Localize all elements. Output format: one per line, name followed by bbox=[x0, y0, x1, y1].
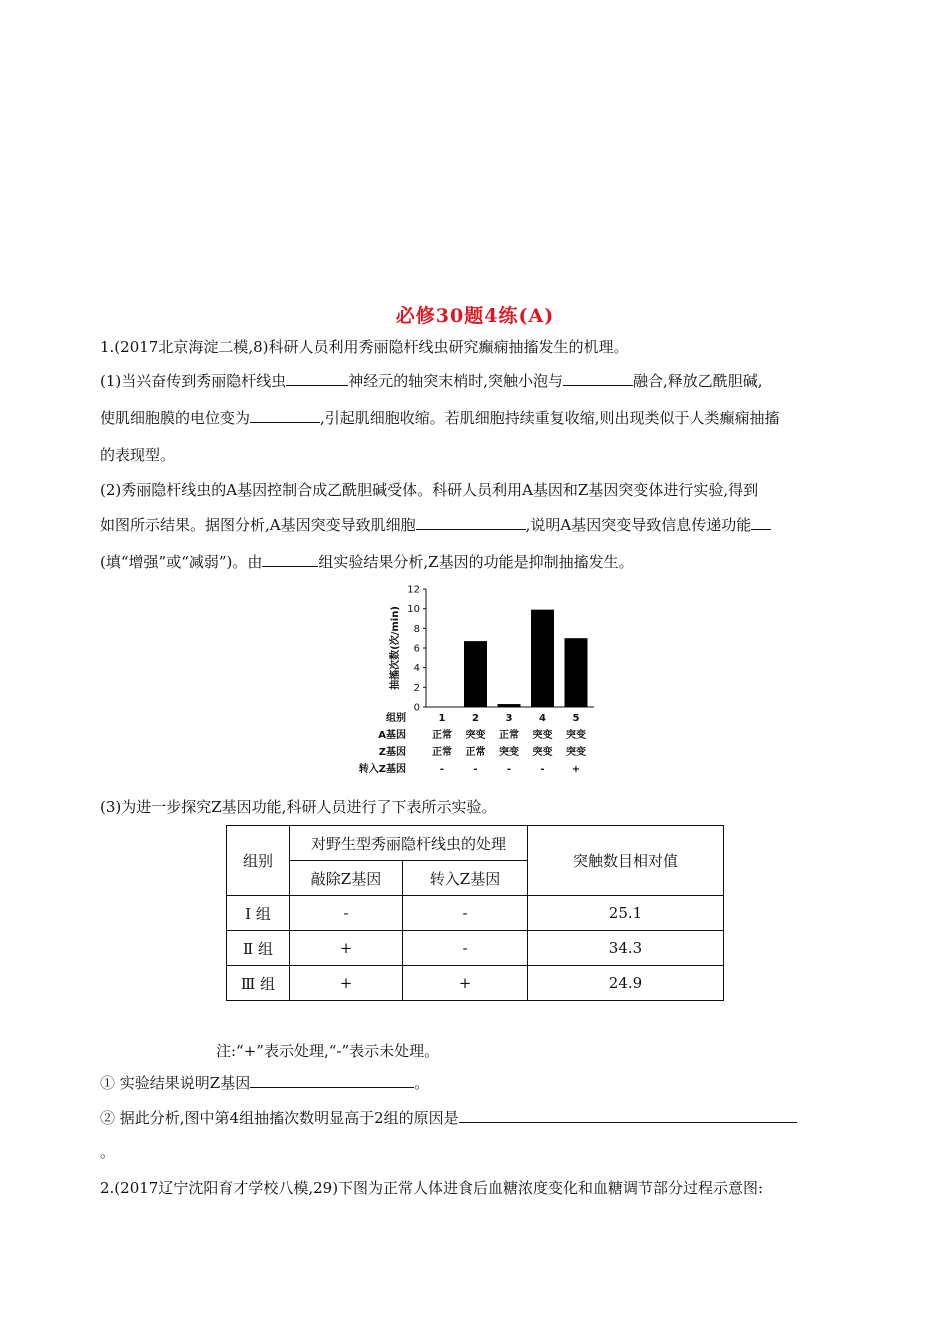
y-tick-label: 6 bbox=[413, 643, 420, 655]
answer-blank[interactable] bbox=[563, 371, 633, 386]
answer-blank[interactable] bbox=[416, 515, 526, 530]
row-label: Z基因 bbox=[378, 747, 406, 758]
answer-blank[interactable] bbox=[751, 515, 771, 530]
q1-part1-line3: 的表现型。 bbox=[100, 446, 176, 464]
row-label: 转入Z基因 bbox=[358, 764, 406, 775]
cell-group: Ⅲ 组 bbox=[227, 966, 290, 1001]
header-knockout: 敲除Z基因 bbox=[290, 861, 403, 896]
row-cell: 正常 bbox=[499, 730, 519, 741]
row-cell: - bbox=[540, 764, 545, 775]
text: 神经元的轴突末梢时,突触小泡与 bbox=[348, 372, 564, 390]
x-tick-label: 4 bbox=[539, 713, 546, 724]
q1-part2-line2 bbox=[100, 514, 771, 536]
row-cell: - bbox=[473, 764, 478, 775]
experiment-table bbox=[226, 825, 724, 1001]
table-row bbox=[227, 896, 724, 931]
row-cell: - bbox=[439, 764, 445, 775]
text: ,引起肌细胞收缩。若肌细胞持续重复收缩,则出现类似于人类癫痫抽搐 bbox=[320, 409, 780, 427]
q1-part3-line1: (3)为进一步探究Z基因功能,科研人员进行了下表所示实验。 bbox=[100, 798, 497, 816]
x-tick-label: 5 bbox=[572, 713, 580, 724]
row-cell: 突变 bbox=[566, 730, 586, 741]
row-cell: 突变 bbox=[532, 747, 553, 758]
q1-sub2 bbox=[100, 1107, 797, 1129]
cell-insert: - bbox=[403, 931, 528, 966]
q2-intro: 2.(2017辽宁沈阳育才学校八模,29)下图为正常人体进食后血糖浓度变化和血糖调节部分过程示意图: bbox=[100, 1179, 764, 1197]
text: (填“增强”或“减弱”)。由 bbox=[100, 553, 263, 571]
q1-part1-line2 bbox=[100, 407, 780, 429]
table-row bbox=[227, 931, 724, 966]
q1-part2-line1: (2)秀丽隐杆线虫的A基因控制合成乙酰胆碱受体。科研人员利用A基因和Z基因突变体进行实验,得到 bbox=[100, 481, 759, 499]
bar bbox=[498, 704, 521, 707]
row-cell: 突变 bbox=[566, 747, 586, 758]
y-axis-label: 抽搐次数(次/min) bbox=[390, 606, 401, 690]
answer-blank[interactable] bbox=[286, 371, 348, 386]
cell-knockout: + bbox=[290, 966, 403, 1001]
x-tick-label: 2 bbox=[472, 713, 479, 724]
row-cell: 突变 bbox=[532, 730, 553, 741]
bar bbox=[464, 641, 487, 707]
cell-knockout: - bbox=[290, 896, 403, 931]
text: 融合,释放乙酰胆碱, bbox=[633, 372, 763, 390]
answer-blank[interactable] bbox=[459, 1108, 797, 1123]
table-row bbox=[227, 966, 724, 1001]
page-title: 必修30题4练(A) bbox=[395, 305, 555, 327]
header-insert: 转入Z基因 bbox=[403, 861, 528, 896]
text: 组实验结果分析,Z基因的功能是抑制抽搐发生。 bbox=[318, 553, 634, 571]
cell-group: Ⅰ 组 bbox=[227, 896, 290, 931]
answer-blank[interactable] bbox=[262, 552, 318, 567]
answer-blank[interactable] bbox=[250, 1073, 414, 1088]
cell-value: 34.3 bbox=[528, 931, 724, 966]
text: 。 bbox=[414, 1074, 430, 1092]
text: 如图所示结果。据图分析,A基因突变导致肌细胞 bbox=[100, 516, 416, 534]
y-tick-label: 2 bbox=[413, 682, 420, 694]
header-group: 组别 bbox=[227, 826, 290, 896]
answer-blank[interactable] bbox=[250, 408, 320, 423]
cell-insert: + bbox=[403, 966, 528, 1001]
row-label: A基因 bbox=[378, 730, 406, 741]
text: (1)当兴奋传到秀丽隐杆线虫 bbox=[100, 372, 287, 390]
bar bbox=[565, 638, 588, 707]
cell-group: Ⅱ 组 bbox=[227, 931, 290, 966]
row-cell: 正常 bbox=[432, 747, 452, 758]
row-cell: 突变 bbox=[465, 730, 486, 741]
x-tick-label: 1 bbox=[438, 713, 446, 724]
y-tick-label: 0 bbox=[413, 702, 420, 714]
q1-part2-line3 bbox=[100, 551, 634, 573]
q1-part1-line1 bbox=[100, 370, 763, 392]
y-tick-label: 4 bbox=[413, 663, 420, 675]
header-treatment: 对野生型秀丽隐杆线虫的处理 bbox=[290, 826, 528, 861]
row-cell: 正常 bbox=[465, 747, 486, 758]
q1-sub1 bbox=[100, 1072, 429, 1094]
table-note: 注:“+”表示处理,“-”表示未处理。 bbox=[216, 1042, 440, 1060]
y-tick-label: 12 bbox=[407, 584, 420, 596]
text: ,说明A基因突变导致信息传递功能 bbox=[525, 516, 752, 534]
cell-knockout: + bbox=[290, 931, 403, 966]
cell-insert: - bbox=[403, 896, 528, 931]
header-value: 突触数目相对值 bbox=[528, 826, 724, 896]
row-label: 组别 bbox=[386, 713, 406, 724]
cell-value: 25.1 bbox=[528, 896, 724, 931]
row-cell: 正常 bbox=[432, 730, 452, 741]
seizure-bar-chart bbox=[358, 580, 618, 780]
row-cell: + bbox=[571, 764, 581, 775]
chart-bars bbox=[464, 610, 588, 707]
bar bbox=[531, 610, 554, 707]
q1-sub2-end: 。 bbox=[100, 1143, 116, 1161]
text: ② 据此分析,图中第4组抽搐次数明显高于2组的原因是 bbox=[100, 1109, 459, 1127]
row-cell: 突变 bbox=[499, 747, 519, 758]
q1-intro: 1.(2017北京海淀二模,8)科研人员利用秀丽隐杆线虫研究癫痫抽搐发生的机理。 bbox=[100, 338, 629, 356]
y-tick-label: 8 bbox=[413, 623, 420, 635]
row-cell: - bbox=[506, 764, 512, 775]
y-tick-label: 10 bbox=[407, 604, 420, 616]
cell-value: 24.9 bbox=[528, 966, 724, 1001]
x-tick-label: 3 bbox=[505, 713, 513, 724]
text: ① 实验结果说明Z基因 bbox=[100, 1074, 251, 1092]
text: 使肌细胞膜的电位变为 bbox=[100, 409, 251, 427]
